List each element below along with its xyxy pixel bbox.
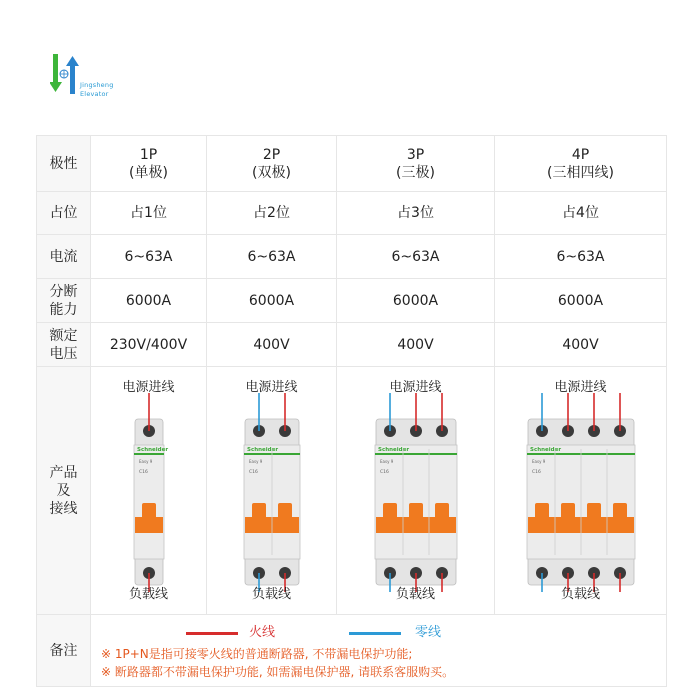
cell-slots-3p: 占3位 [337,192,495,235]
breaker-handle-band [135,517,163,533]
product-image-1p [91,367,206,614]
row-label-product: 产品 及 接线 [37,367,91,615]
row-label-rated-voltage: 额定 电压 [37,323,91,367]
brand-logo [50,52,140,102]
cell-voltage-1p: 230V/400V [91,323,207,367]
header-2p: 2P (双极) [207,136,337,192]
product-cell-1p [91,367,207,615]
breaker-brand-stripe [134,453,164,455]
cell-current-4p: 6~63A [495,235,667,279]
cell-slots-2p: 占2位 [207,192,337,235]
cell-current-2p: 6~63A [207,235,337,279]
breaker-top-terminal [245,419,299,449]
breaker-series-text: Easy 9 [380,459,394,464]
header-4p: 4P (三相四线) [495,136,667,192]
product-image-3p [337,367,494,614]
table-row-poles [37,136,667,192]
breaker-brand-stripe [375,453,457,455]
power-in-label: 电源进线 [389,380,442,395]
power-in-label: 电源进线 [245,380,298,395]
breaker-handle [587,503,601,519]
breaker-rating-text: C16 [380,470,389,475]
breaker-3p-image [337,367,495,614]
power-in-label: 电源进线 [122,380,175,395]
load-out-label: 负载线 [251,587,291,602]
product-cell-3p [337,367,495,615]
cell-slots-1p: 占1位 [91,192,207,235]
breaker-series-text: Easy 9 [532,459,546,464]
breaker-brand-text: Schneider [530,447,562,453]
load-out-label: 负载线 [560,587,600,602]
cell-slots-4p: 占4位 [495,192,667,235]
elevator-logo-icon [50,52,80,102]
breaker-4p-image [495,367,667,614]
cell-breaking-3p: 6000A [337,279,495,323]
breaker-series-text: Easy 9 [139,459,153,464]
cell-voltage-2p: 400V [207,323,337,367]
cell-breaking-4p: 6000A [495,279,667,323]
breaker-brand-text: Schneider [137,447,169,453]
table-row-rated-voltage [37,323,667,367]
spec-table [36,135,667,687]
breaker-handle [535,503,549,519]
neutral-wire-label: 零线 [415,624,442,640]
row-label-breaking-capacity: 分断 能力 [37,279,91,323]
row-label-slots: 占位 [37,192,91,235]
breaker-bottom-terminal [245,555,299,585]
breaker-2p-image [207,367,337,614]
breaker-rating-text: C16 [249,470,258,475]
breaker-handle [142,503,156,519]
power-in-label: 电源进线 [554,380,607,395]
load-out-label: 负载线 [128,587,168,602]
breaker-handle [561,503,575,519]
product-cell-4p [495,367,667,615]
breaker-brand-text: Schneider [378,447,410,453]
product-cell-2p [207,367,337,615]
breaker-handle [435,503,449,519]
product-image-2p [207,367,336,614]
row-label-notes: 备注 [37,615,91,687]
breaker-rating-text: C16 [139,470,148,475]
wire-legend [101,623,666,645]
cell-voltage-4p: 400V [495,323,667,367]
product-image-4p [495,367,666,614]
breaker-handle-band [376,517,456,533]
breaker-handle [383,503,397,519]
live-wire-swatch [186,632,238,635]
row-label-poles: 极性 [37,136,91,192]
cell-breaking-1p: 6000A [91,279,207,323]
breaker-handle [409,503,423,519]
note-line-2: ※ 断路器都不带漏电保护功能, 如需漏电保护器, 请联系客服购买。 [101,664,455,679]
cell-breaking-2p: 6000A [207,279,337,323]
breaker-rating-text: C16 [532,470,541,475]
table-row-slots [37,192,667,235]
live-wire-label: 火线 [249,624,276,640]
header-1p: 1P (单极) [91,136,207,192]
load-out-label: 负载线 [395,587,435,602]
table-row-breaking-capacity [37,279,667,323]
table-row-current [37,235,667,279]
note-line-1: ※ 1P+N是指可接零火线的普通断路器, 不带漏电保护功能; [101,646,413,661]
header-3p: 3P (三极) [337,136,495,192]
brand-name-line2: Elevator [80,90,109,98]
table-row-product [37,367,667,615]
brand-name-line1: Jingsheng [80,81,114,89]
table-row-notes [37,615,667,687]
breaker-handle [278,503,292,519]
breaker-brand-text: Schneider [247,447,279,453]
row-label-current: 电流 [37,235,91,279]
notes-cell [91,615,667,687]
breaker-handle [252,503,266,519]
breaker-handle [613,503,627,519]
breaker-1p-image [91,367,207,614]
cell-current-3p: 6~63A [337,235,495,279]
breaker-series-text: Easy 9 [249,459,263,464]
neutral-wire-swatch [349,632,401,635]
cell-voltage-3p: 400V [337,323,495,367]
cell-current-1p: 6~63A [91,235,207,279]
